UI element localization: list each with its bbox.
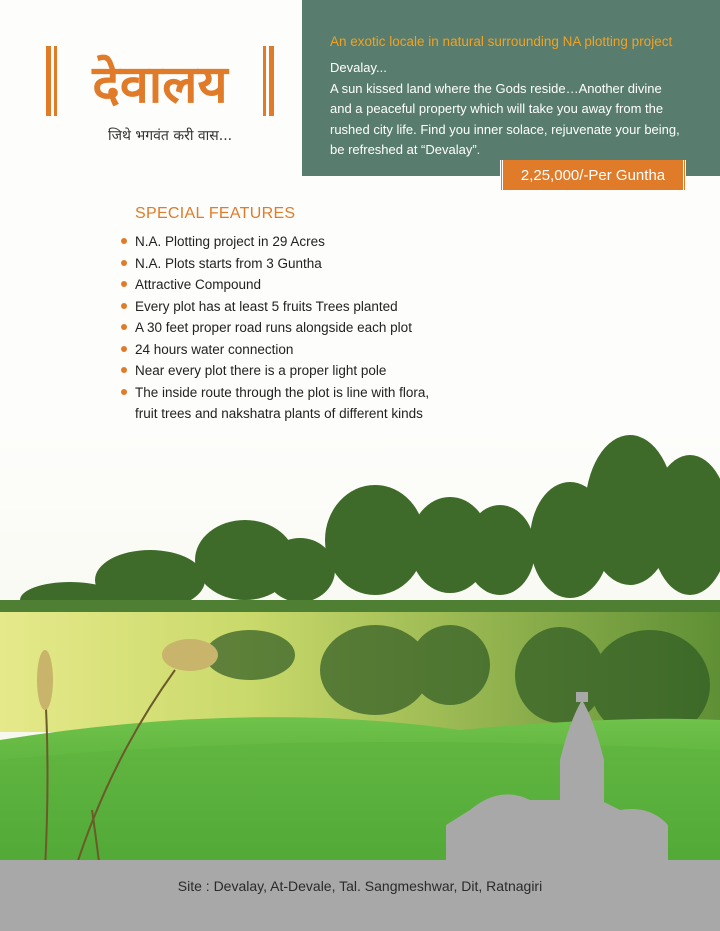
intro-line: rushed city life. Find you inner solace, rejuvenate your being, (330, 121, 680, 137)
feature-text: Every plot has at least 5 fruits Trees planted (135, 298, 398, 314)
feature-text: fruit trees and nakshatra plants of different kinds (135, 406, 423, 421)
bullet-icon (121, 303, 127, 309)
features-title: SPECIAL FEATURES (135, 205, 296, 222)
bullet-icon (121, 367, 127, 373)
bullet-icon (121, 260, 127, 266)
logo (40, 40, 280, 160)
feature-item (118, 253, 498, 275)
feature-item (118, 339, 498, 361)
feature-text: 24 hours water connection (135, 341, 294, 357)
feature-item (118, 360, 498, 382)
intro-heading: An exotic locale in natural surrounding NA plotting project (330, 34, 673, 49)
footer (0, 860, 720, 931)
feature-text: N.A. Plotting project in 29 Acres (135, 234, 325, 249)
intro-line: and a peaceful property which will take you away from the (330, 101, 664, 116)
intro-line: A sun kissed land where the Gods reside…Another divine (330, 80, 662, 96)
intro-line: Devalay... (330, 60, 387, 75)
feature-text: Near every plot there is a proper light pole (135, 363, 387, 378)
intro-panel (302, 0, 720, 176)
feature-item (118, 317, 498, 339)
feature-item (118, 274, 498, 296)
feature-item (118, 231, 498, 253)
price-label: 2,25,000/-Per Guntha (520, 166, 666, 184)
feature-item (118, 296, 498, 318)
bullet-icon (121, 238, 127, 244)
logo-title (40, 40, 280, 120)
intro-body (330, 58, 710, 161)
site-address: Site : Devalay, At-Devale, Tal. Sangmeshwar, Dit, Ratnagiri (177, 878, 543, 894)
price-tag (500, 160, 686, 190)
logo-title-text: देवालय (92, 55, 228, 115)
feature-text: The inside route through the plot is line with flora, (135, 384, 430, 400)
bullet-icon (121, 346, 127, 352)
feature-text: N.A. Plots starts from 3 Guntha (135, 255, 322, 271)
intro-line: be refreshed at “Devalay”. (330, 142, 481, 157)
landscape-illustration (0, 430, 720, 870)
bullet-icon (121, 281, 127, 287)
bullet-icon (121, 389, 127, 395)
logo-tagline: जिथे भगवंत करी वास... (108, 128, 233, 144)
bullet-icon (121, 324, 127, 330)
feature-text: A 30 feet proper road runs alongside each plot (135, 320, 412, 335)
feature-item (118, 382, 498, 425)
feature-text: Attractive Compound (135, 277, 262, 292)
